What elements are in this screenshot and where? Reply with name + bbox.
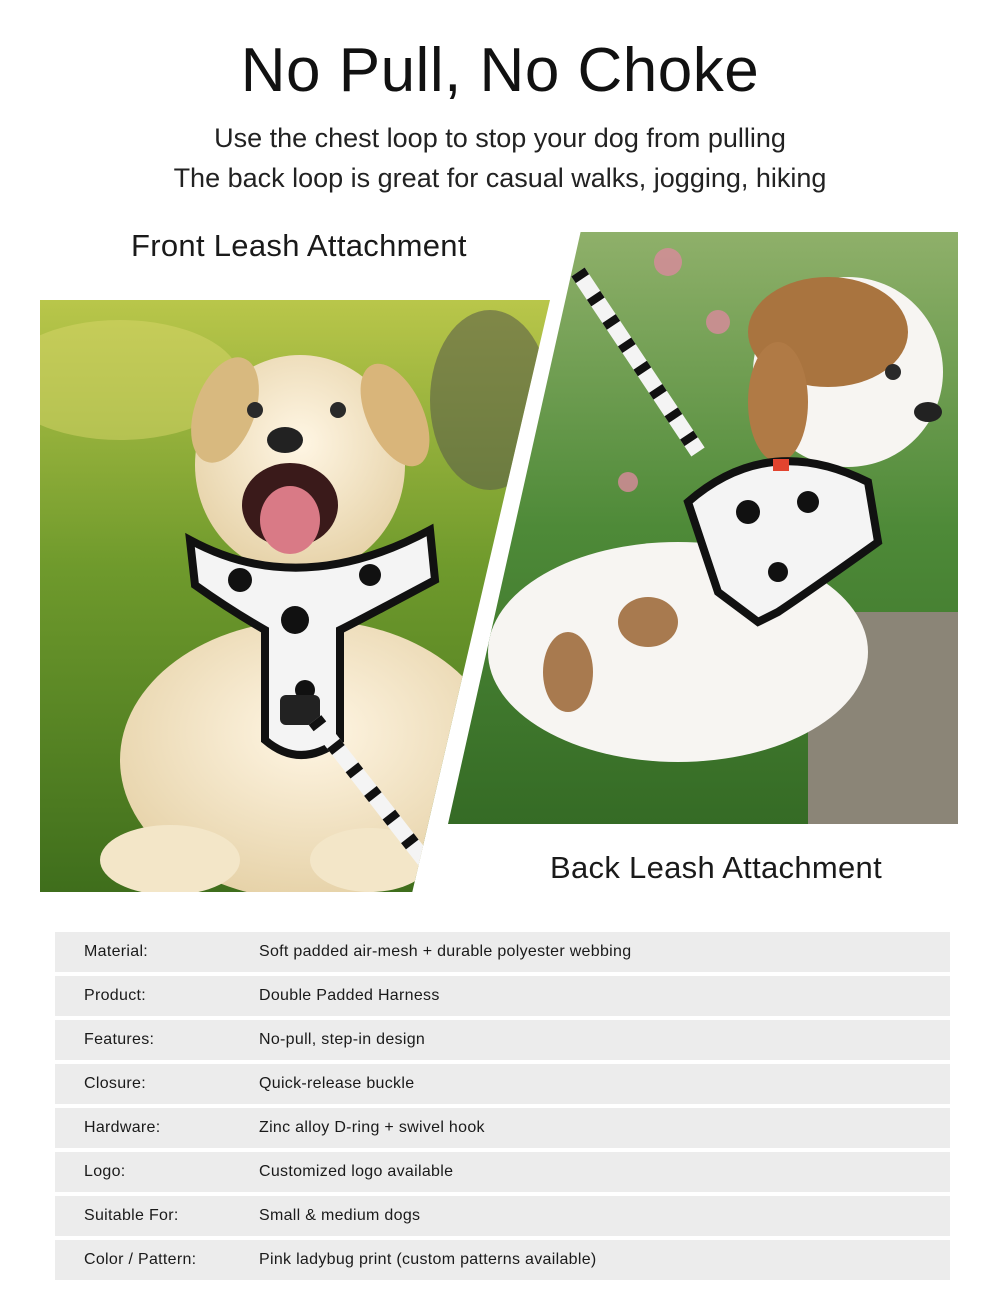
page-title: No Pull, No Choke	[240, 36, 760, 105]
spec-value: Double Padded Harness	[259, 987, 440, 1004]
spec-value: Customized logo available	[259, 1163, 454, 1180]
spec-row-logo	[55, 1152, 950, 1192]
spec-label: Hardware:	[84, 1119, 161, 1136]
subtitle-back-loop: The back loop is great for casual walks, jogging, hiking	[173, 163, 827, 193]
spec-value: Soft padded air-mesh + durable polyester webbing	[259, 943, 632, 960]
spec-value: No-pull, step-in design	[259, 1031, 426, 1048]
spec-row-suitable-for	[55, 1196, 950, 1236]
spec-label: Closure:	[84, 1075, 146, 1092]
spec-row-closure	[55, 1064, 950, 1104]
spec-row-product	[55, 976, 950, 1016]
spec-row-features	[55, 1020, 950, 1060]
spec-label: Suitable For:	[84, 1207, 179, 1224]
subtitle-chest-loop: Use the chest loop to stop your dog from pulling	[214, 123, 786, 153]
spec-row-material	[55, 932, 950, 972]
spec-label: Product:	[84, 987, 146, 1004]
spec-label: Material:	[84, 943, 149, 960]
spec-row-color-pattern	[55, 1240, 950, 1280]
spec-row-hardware	[55, 1108, 950, 1148]
spec-value: Small & medium dogs	[259, 1207, 421, 1224]
spec-table	[55, 932, 950, 1284]
spec-value: Zinc alloy D-ring + swivel hook	[259, 1119, 485, 1136]
spec-label: Logo:	[84, 1163, 126, 1180]
spec-label: Features:	[84, 1031, 155, 1048]
spec-value: Quick-release buckle	[259, 1075, 415, 1092]
front-leash-caption: Front Leash Attachment	[131, 228, 467, 263]
back-leash-caption: Back Leash Attachment	[550, 850, 882, 885]
spec-label: Color / Pattern:	[84, 1251, 197, 1268]
spec-value: Pink ladybug print (custom patterns available)	[259, 1251, 597, 1268]
